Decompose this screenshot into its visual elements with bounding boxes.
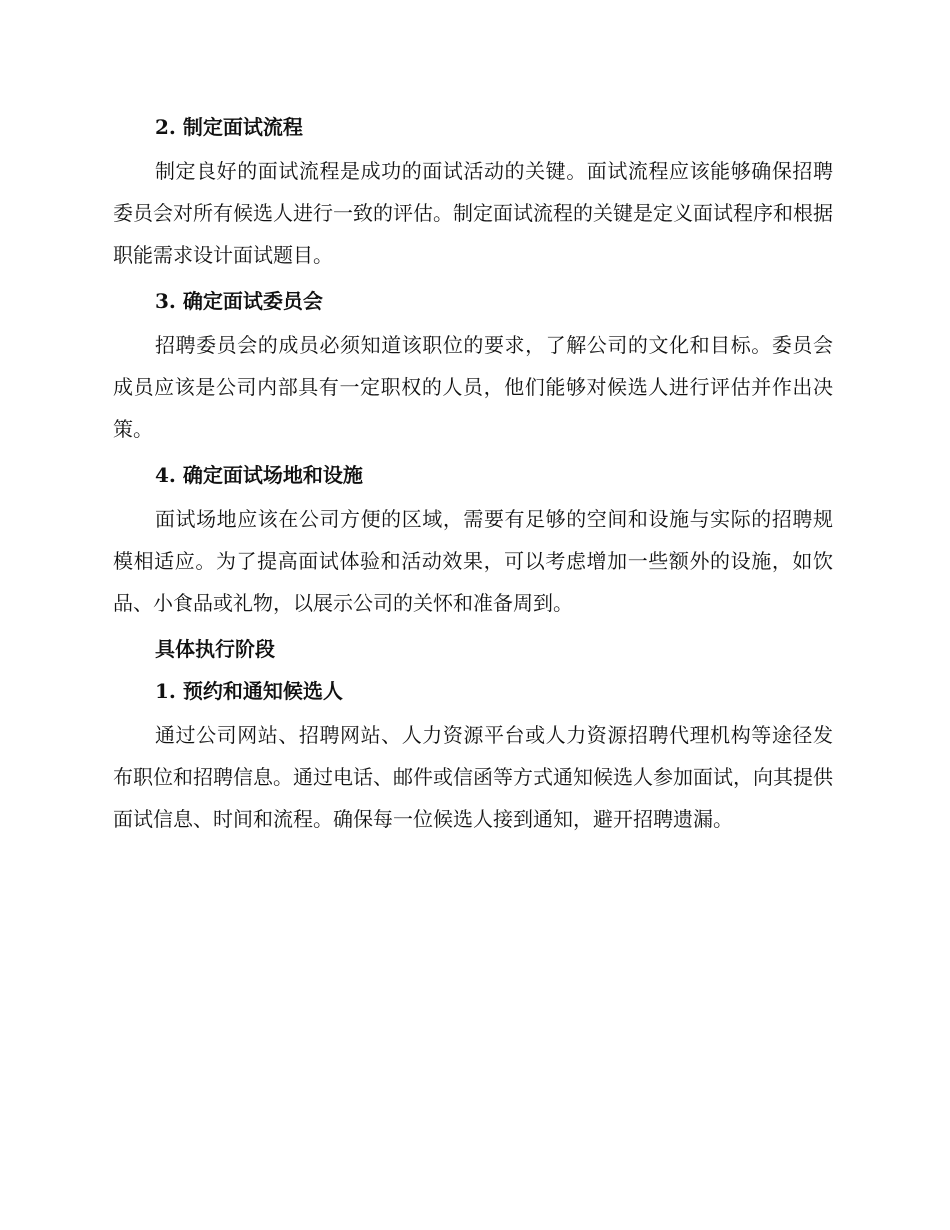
section-heading-interview-process: 2. 制定面试流程 [155,115,303,139]
section-heading-venue-facilities: 4. 确定面试场地和设施 [155,463,363,487]
section-paragraph-venue-facilities: 面试场地应该在公司方便的区域，需要有足够的空间和设施与实际的招聘规模相适应。为了提高面试体验和活动效果，可以考虑增加一些额外的设施，如饮品、小食品或礼物，以展示公司的关怀和准备周到。 [113,507,833,615]
section-paragraph-notify-candidates: 通过公司网站、招聘网站、人力资源平台或人力资源招聘代理机构等途径发布职位和招聘信息。通过电话、邮件或信函等方式通知候选人参加面试，向其提供面试信息、时间和流程。确保每一位候选人接到通知，避开招聘遗漏。 [113,723,833,831]
section-heading-interview-committee: 3. 确定面试委员会 [155,289,323,313]
section-paragraph-interview-process: 制定良好的面试流程是成功的面试活动的关键。面试流程应该能够确保招聘委员会对所有候选人进行一致的评估。制定面试流程的关键是定义面试程序和根据职能需求设计面试题目。 [113,159,833,267]
section-paragraph-interview-committee: 招聘委员会的成员必须知道该职位的要求，了解公司的文化和目标。委员会成员应该是公司内部具有一定职权的人员，他们能够对候选人进行评估并作出决策。 [113,333,833,441]
phase-title: 具体执行阶段 [155,637,275,661]
section-heading-notify-candidates: 1. 预约和通知候选人 [155,679,343,703]
document-body [113,108,833,846]
